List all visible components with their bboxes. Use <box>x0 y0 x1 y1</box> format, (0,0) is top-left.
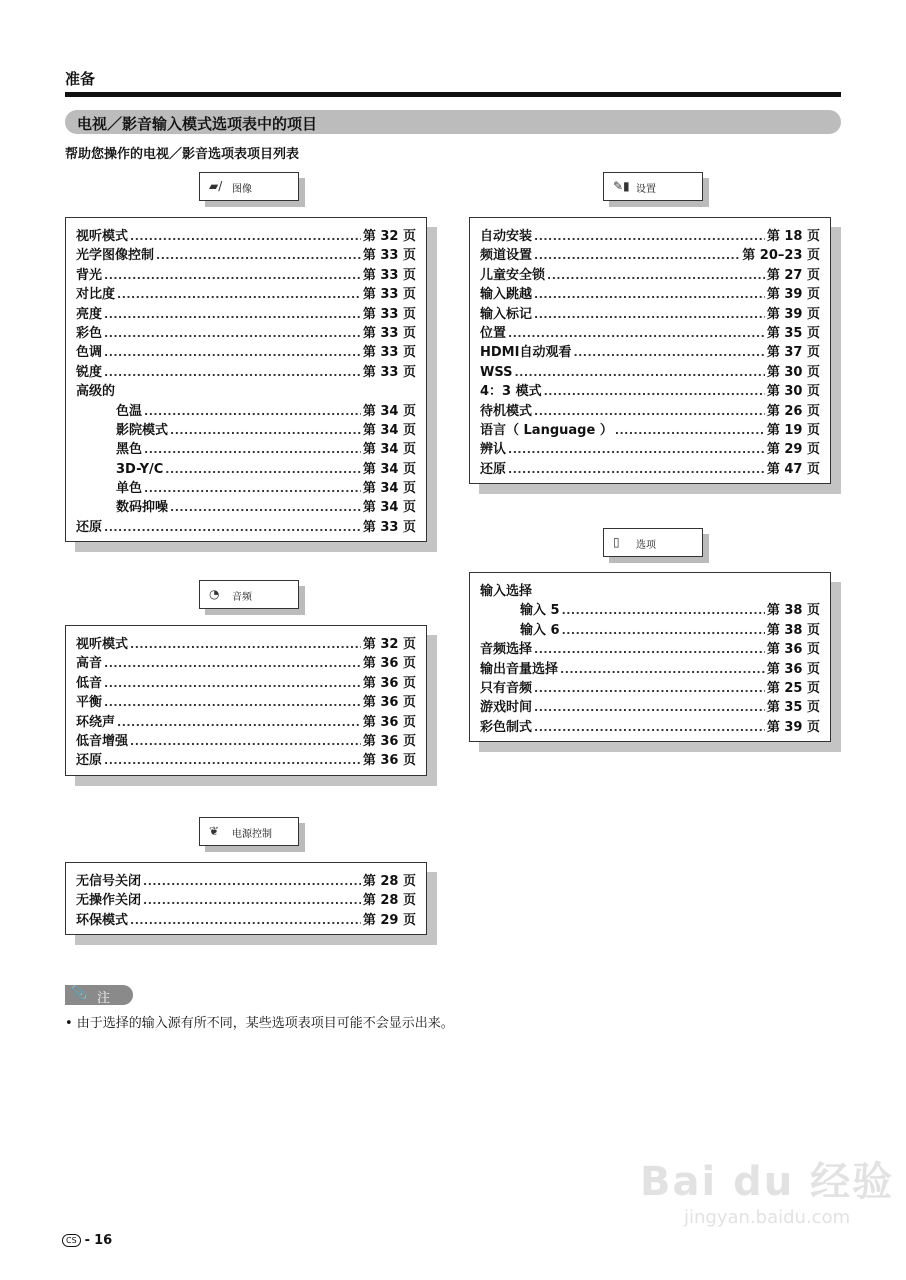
page-footer <box>62 1233 112 1248</box>
dot-leader <box>130 229 361 244</box>
list-item <box>470 716 830 735</box>
dot-leader <box>573 345 764 360</box>
tag-picture <box>199 172 299 201</box>
item-name: 视听模式 <box>76 637 129 652</box>
note-tag <box>65 985 133 1005</box>
tag-audio <box>199 580 299 609</box>
item-name: 单色 <box>116 481 143 497</box>
dot-leader <box>144 404 361 419</box>
panel-setup <box>469 217 831 484</box>
dot-leader <box>104 326 361 341</box>
tag-label: 选项 <box>636 540 656 551</box>
item-name: 彩色 <box>76 325 103 341</box>
item-page: 第 47 页 <box>766 461 820 477</box>
item-name: 位置 <box>480 325 507 341</box>
dot-leader <box>104 307 361 322</box>
tag-label: 音频 <box>232 592 252 603</box>
panel-audio <box>65 625 427 776</box>
dot-leader <box>170 423 361 438</box>
option-icon: ▯ <box>613 535 620 549</box>
list-item <box>470 244 830 263</box>
item-page: 第 33 页 <box>362 519 416 535</box>
item-page: 第 36 页 <box>362 675 416 691</box>
watermark <box>640 1150 894 1228</box>
dot-leader <box>156 248 361 263</box>
item-page: 第 36 页 <box>362 733 416 749</box>
item-page: 第 36 页 <box>362 695 416 711</box>
item-name: 亮度 <box>76 306 103 322</box>
list-item <box>470 599 830 618</box>
dot-leader <box>130 734 361 749</box>
item-page: 第 33 页 <box>362 364 416 380</box>
item-page: 第 34 页 <box>362 403 416 419</box>
item-name: HDMI自动观看 <box>480 345 572 361</box>
dot-leader <box>104 520 361 535</box>
dot-leader <box>143 874 361 889</box>
panel-picture <box>65 217 427 542</box>
dot-leader <box>104 345 361 360</box>
item-name: 对比度 <box>76 287 116 303</box>
item-name: 儿童安全锁 <box>480 267 546 283</box>
item-page: 第 37 页 <box>766 345 820 361</box>
list-item <box>470 322 830 341</box>
item-name: 影院模式 <box>116 422 169 438</box>
dot-leader <box>534 307 765 322</box>
item-name: 语言（ Language ） <box>480 422 613 438</box>
list-item <box>66 400 426 419</box>
item-page: 第 38 页 <box>766 603 820 619</box>
list-item <box>66 264 426 283</box>
item-name: 光学图像控制 <box>76 248 155 264</box>
list-item <box>470 264 830 283</box>
item-name: 低音增强 <box>76 733 129 749</box>
dot-leader <box>117 715 361 730</box>
dot-leader <box>104 365 361 380</box>
item-page: 第 36 页 <box>766 661 820 677</box>
item-page: 第 27 页 <box>766 267 820 283</box>
list-item <box>470 658 830 677</box>
item-page: 第 34 页 <box>362 442 416 458</box>
dot-leader <box>534 229 765 244</box>
item-name: 输出音量选择 <box>480 661 559 677</box>
item-name: 平衡 <box>76 695 103 711</box>
list-item <box>66 889 426 908</box>
item-name: 输入 6 <box>520 622 560 638</box>
list-item <box>470 380 830 399</box>
banner-title: 电视／影音输入模式选项表中的项目 <box>77 115 318 133</box>
item-name: 音频选择 <box>480 642 533 658</box>
item-name: 数码抑噪 <box>116 500 169 516</box>
dot-leader <box>560 662 765 677</box>
dot-leader <box>144 481 361 496</box>
dot-leader <box>508 442 765 457</box>
list-item <box>66 322 426 341</box>
item-name: 3D-Y/C <box>116 461 164 477</box>
list-item <box>470 225 830 244</box>
dot-leader <box>130 913 361 928</box>
list-item <box>470 696 830 715</box>
item-page: 第 29 页 <box>766 442 820 458</box>
list-item <box>66 672 426 691</box>
audio-icon: ◔ <box>209 587 220 601</box>
list-item <box>470 438 830 457</box>
item-name: 低音 <box>76 675 103 691</box>
item-page: 第 30 页 <box>766 384 820 400</box>
item-page: 第 25 页 <box>766 680 820 696</box>
dot-leader <box>562 603 765 618</box>
list-item <box>66 496 426 515</box>
item-page: 第 29 页 <box>362 912 416 928</box>
dot-leader <box>104 695 361 710</box>
item-page: 第 32 页 <box>362 637 416 652</box>
dot-leader <box>547 268 765 283</box>
list-item <box>470 638 830 657</box>
dot-leader <box>143 893 361 908</box>
list-item <box>470 303 830 322</box>
item-name: 色温 <box>116 403 143 419</box>
tag-label: 设置 <box>636 184 656 195</box>
watermark-url: jingyan.baidu.com <box>684 1207 851 1228</box>
item-page: 第 33 页 <box>362 325 416 341</box>
list-item <box>66 438 426 457</box>
item-page: 第 18 页 <box>766 229 820 244</box>
dot-leader <box>544 384 765 399</box>
item-name: 游戏时间 <box>480 700 533 716</box>
header-rule <box>65 92 841 97</box>
dot-leader <box>514 365 764 380</box>
dot-leader <box>104 676 361 691</box>
list-item <box>66 458 426 477</box>
item-name: 彩色制式 <box>480 719 533 735</box>
item-page: 第 33 页 <box>362 345 416 361</box>
note-label: 注 <box>97 991 111 1006</box>
list-item <box>66 225 426 244</box>
item-name: 高音 <box>76 656 103 672</box>
dot-leader <box>534 642 765 657</box>
list-item <box>66 870 426 889</box>
item-page: 第 36 页 <box>362 753 416 769</box>
tag-label: 电源控制 <box>232 829 272 840</box>
power-control-icon: ❦ <box>209 824 220 838</box>
dot-leader <box>508 326 765 341</box>
list-item <box>66 303 426 322</box>
dot-leader <box>534 681 765 696</box>
dot-leader <box>534 248 740 263</box>
dot-leader <box>104 753 361 768</box>
item-name: 只有音频 <box>480 680 533 696</box>
list-item <box>66 380 426 399</box>
list-item <box>470 283 830 302</box>
item-name: 还原 <box>76 753 103 769</box>
item-name: 输入跳越 <box>480 287 533 303</box>
item-page: 第 28 页 <box>362 893 416 909</box>
tag-power <box>199 817 299 846</box>
item-name: 色调 <box>76 345 103 361</box>
item-name: 还原 <box>76 519 103 535</box>
item-page: 第 38 页 <box>766 622 820 638</box>
item-name: 频道设置 <box>480 248 533 264</box>
dot-leader <box>165 462 361 477</box>
item-page: 第 33 页 <box>362 306 416 322</box>
panel-option <box>469 572 831 742</box>
language-badge: CS <box>62 1234 81 1247</box>
item-page: 第 34 页 <box>362 422 416 438</box>
dot-leader <box>104 656 361 671</box>
dot-leader <box>508 462 765 477</box>
item-name: 输入标记 <box>480 306 533 322</box>
subtitle: 帮助您操作的电视／影音选项表项目列表 <box>65 147 300 162</box>
list-item <box>66 341 426 360</box>
item-page: 第 35 页 <box>766 700 820 716</box>
tag-label: 图像 <box>232 184 252 195</box>
list-item <box>470 619 830 638</box>
list-item <box>470 458 830 477</box>
item-name: 高级的 <box>76 384 116 400</box>
list-item <box>66 477 426 496</box>
item-name: 无操作关闭 <box>76 893 142 909</box>
item-page: 第 34 页 <box>362 461 416 477</box>
picture-icon: ▰/ <box>209 179 223 193</box>
dot-leader <box>534 700 765 715</box>
item-name: 无信号关闭 <box>76 874 142 889</box>
item-name: WSS <box>480 364 513 380</box>
item-name: 输入 5 <box>520 603 560 619</box>
item-name: 4：3 模式 <box>480 384 542 400</box>
item-name: 辨认 <box>480 442 507 458</box>
item-page: 第 28 页 <box>362 874 416 889</box>
item-page: 第 39 页 <box>766 306 820 322</box>
tag-setup <box>603 172 703 201</box>
item-name: 自动安装 <box>480 229 533 244</box>
panel-power <box>65 862 427 935</box>
list-item <box>470 419 830 438</box>
item-name: 输入选择 <box>480 584 533 599</box>
watermark-logo: Bai du 经验 <box>640 1159 895 1205</box>
list-item <box>470 341 830 360</box>
item-page: 第 33 页 <box>362 267 416 283</box>
item-name: 还原 <box>480 461 507 477</box>
dot-leader <box>562 623 765 638</box>
dot-leader <box>130 637 361 652</box>
item-page: 第 32 页 <box>362 229 416 244</box>
item-name: 待机模式 <box>480 403 533 419</box>
list-item <box>470 580 830 599</box>
list-item <box>66 730 426 749</box>
dot-leader <box>534 720 765 735</box>
item-page: 第 36 页 <box>362 656 416 672</box>
item-page: 第 33 页 <box>362 287 416 303</box>
item-name: 锐度 <box>76 364 103 380</box>
item-name: 环绕声 <box>76 714 116 730</box>
paperclip-icon: 📎 <box>71 986 88 1001</box>
item-page: 第 19 页 <box>766 422 820 438</box>
list-item <box>66 711 426 730</box>
dot-leader <box>117 287 361 302</box>
list-item <box>470 677 830 696</box>
list-item <box>66 633 426 652</box>
list-item <box>66 909 426 928</box>
list-item <box>66 361 426 380</box>
dot-leader <box>170 500 361 515</box>
item-page: 第 34 页 <box>362 481 416 497</box>
item-name: 视听模式 <box>76 229 129 244</box>
item-page: 第 39 页 <box>766 719 820 735</box>
item-page: 第 26 页 <box>766 403 820 419</box>
list-item <box>66 691 426 710</box>
item-name: 环保模式 <box>76 912 129 928</box>
list-item <box>66 244 426 263</box>
dash: - <box>84 1233 91 1248</box>
item-name: 背光 <box>76 267 103 283</box>
page-number: 16 <box>94 1233 113 1248</box>
item-name: 黑色 <box>116 442 143 458</box>
section-title: 准备 <box>65 70 96 88</box>
list-item <box>470 361 830 380</box>
item-page: 第 34 页 <box>362 500 416 516</box>
setup-icon: ✎▮ <box>613 179 630 193</box>
list-item <box>66 419 426 438</box>
dot-leader <box>144 442 361 457</box>
dot-leader <box>104 268 361 283</box>
dot-leader <box>615 423 765 438</box>
item-page: 第 35 页 <box>766 325 820 341</box>
item-page: 第 20–23 页 <box>742 248 820 264</box>
item-page: 第 39 页 <box>766 287 820 303</box>
list-item <box>470 400 830 419</box>
list-item <box>66 283 426 302</box>
item-page: 第 36 页 <box>766 642 820 658</box>
item-page: 第 36 页 <box>362 714 416 730</box>
dot-leader <box>534 287 765 302</box>
note-text: • 由于选择的输入源有所不同，某些选项表项目可能不会显示出来。 <box>65 1016 454 1031</box>
list-item <box>66 516 426 535</box>
banner <box>65 110 841 134</box>
item-page: 第 30 页 <box>766 364 820 380</box>
list-item <box>66 749 426 768</box>
dot-leader <box>534 404 765 419</box>
item-page: 第 33 页 <box>362 248 416 264</box>
tag-option <box>603 528 703 557</box>
list-item <box>66 652 426 671</box>
